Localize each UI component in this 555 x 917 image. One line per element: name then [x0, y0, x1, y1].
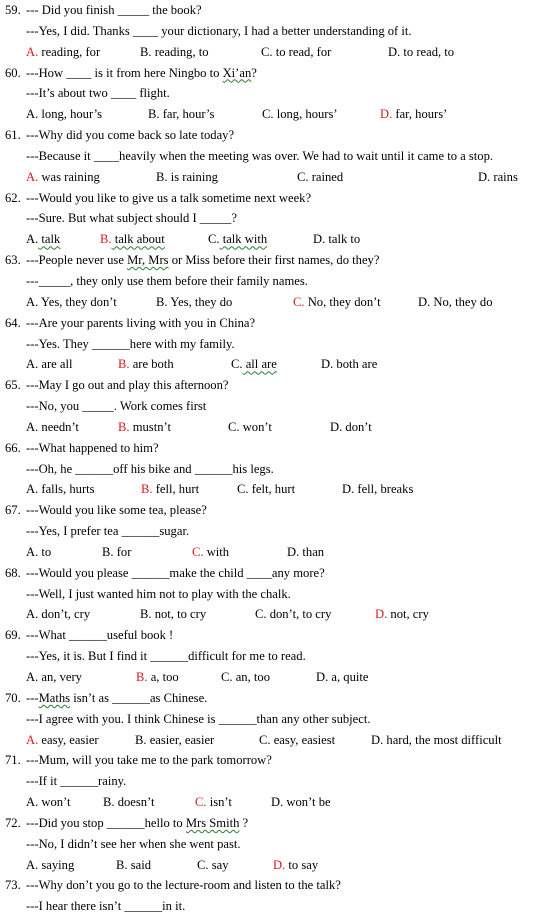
option-letter: B.: [100, 232, 112, 247]
option-text: don’t, cry: [38, 607, 91, 622]
option-text: all are: [242, 357, 277, 372]
option-text: fell, breaks: [354, 482, 414, 497]
option-text: long, hours’: [273, 107, 338, 122]
option-letter: A.: [26, 419, 39, 434]
option-letter: D.: [478, 169, 491, 184]
option-b: [156, 167, 218, 188]
question-text: --- Did you finish _____ the book?: [26, 3, 202, 17]
options-line: [5, 604, 553, 625]
options-line: [5, 354, 553, 375]
question-number: 60.: [5, 65, 21, 80]
answer-prompt: ---Yes, it is. But I find it ______difficult for me to read.: [26, 649, 306, 664]
question-line: [5, 313, 553, 334]
option-d: [273, 855, 318, 876]
option-a: [26, 417, 79, 438]
answer-prompt: ---No, I didn’t see her when she went past.: [26, 836, 241, 851]
option-text: easy, easiest: [270, 732, 336, 747]
option-text: isn’t: [206, 795, 232, 810]
option-b: [118, 417, 171, 438]
answer-line: [5, 584, 553, 605]
options-line: [5, 855, 553, 876]
option-letter: A.: [26, 44, 39, 59]
question-number: 69.: [5, 628, 21, 643]
question-number: 62.: [5, 190, 21, 205]
question-text: ---Would you like some tea, please?: [26, 503, 207, 518]
option-text: long, hour’s: [38, 107, 103, 122]
option-letter: A.: [26, 732, 39, 747]
option-a: [26, 667, 82, 688]
option-a: [26, 855, 74, 876]
option-letter: C.: [259, 732, 271, 747]
option-d: [371, 730, 502, 751]
option-text: talk about: [111, 232, 165, 247]
answer-line: [5, 334, 553, 355]
option-a: [26, 167, 100, 188]
option-d: [313, 229, 360, 250]
option-text: not, cry: [387, 607, 429, 622]
question-number: 72.: [5, 815, 21, 830]
option-letter: B.: [141, 482, 153, 497]
answer-prompt: ---I hear there isn’t ______in it.: [26, 899, 186, 914]
option-letter: C.: [192, 544, 204, 559]
option-b: [135, 730, 214, 751]
option-text: both are: [333, 357, 378, 372]
question-text: ---What ______useful book !: [26, 628, 174, 643]
option-c: [192, 542, 229, 563]
option-letter: A.: [26, 107, 39, 122]
option-letter: C.: [262, 107, 274, 122]
option-a: [26, 730, 99, 751]
question-number: 65.: [5, 378, 21, 393]
option-text: Yes, they don’t: [38, 294, 117, 309]
answer-prompt: ---Well, I just wanted him not to play with the chalk.: [26, 586, 291, 601]
options-line: [5, 42, 553, 63]
option-text: rains: [490, 169, 518, 184]
option-letter: B.: [118, 419, 130, 434]
option-d: [287, 542, 324, 563]
option-letter: C.: [195, 795, 207, 810]
option-letter: B.: [156, 294, 168, 309]
question-number: 61.: [5, 128, 21, 143]
option-a: [26, 42, 100, 63]
option-letter: B.: [135, 732, 147, 747]
answer-prompt: ---If it ______rainy.: [26, 774, 127, 789]
answer-line: [5, 396, 553, 417]
option-text: a, too: [147, 670, 179, 684]
option-letter: D.: [418, 294, 431, 309]
option-text: to: [38, 544, 52, 559]
option-d: [316, 667, 368, 688]
question-text: ---What happened to him?: [26, 440, 159, 455]
option-letter: A.: [26, 795, 39, 810]
option-letter: A.: [26, 357, 39, 372]
question-line: [5, 688, 553, 709]
options-line: [5, 229, 553, 250]
answer-line: [5, 146, 553, 167]
options-line: [5, 542, 553, 563]
option-letter: A.: [26, 607, 39, 622]
option-d: [388, 42, 454, 63]
option-letter: D.: [316, 670, 329, 684]
answer-prompt: ---Yes. They ______here with my family.: [26, 336, 235, 351]
question-line: [5, 625, 553, 646]
option-text: reading, to: [151, 44, 209, 59]
option-c: [228, 417, 272, 438]
option-letter: B.: [136, 670, 148, 684]
options-line: [5, 104, 553, 125]
question-number: 70.: [5, 690, 21, 705]
option-text: a, quite: [328, 670, 369, 684]
answer-line: [5, 646, 553, 667]
question-line: [5, 875, 553, 896]
option-text: far, hour’s: [159, 107, 215, 122]
option-d: [321, 354, 377, 375]
answer-prompt: ---_____, they only use them before their family names.: [26, 273, 308, 288]
option-text: are both: [129, 357, 174, 372]
option-letter: D.: [287, 544, 300, 559]
option-d: [478, 167, 518, 188]
option-c: [293, 292, 381, 313]
option-letter: C.: [237, 482, 249, 497]
option-letter: D.: [388, 44, 401, 59]
option-letter: A.: [26, 482, 39, 497]
question-line: [5, 438, 553, 459]
option-d: [380, 104, 447, 125]
question-line: [5, 188, 553, 209]
answer-prompt: ---I agree with you. I think Chinese is ______than any other subject.: [26, 711, 371, 726]
answer-prompt: ---No, you _____. Work comes first: [26, 399, 207, 414]
option-a: [26, 479, 95, 500]
question-line: [5, 0, 553, 21]
question-text: ---Why don’t you go to the lecture-room and listen to the talk?: [26, 878, 341, 893]
option-letter: C.: [261, 44, 273, 59]
option-b: [118, 354, 174, 375]
question-number: 71.: [5, 753, 21, 768]
option-text: easier, easier: [146, 732, 215, 747]
option-c: [297, 167, 343, 188]
option-b: [136, 667, 179, 688]
option-b: [116, 855, 151, 876]
option-c: [231, 354, 277, 375]
option-text: mustn’t: [129, 419, 171, 434]
option-text: with: [203, 544, 230, 559]
option-letter: A.: [26, 294, 39, 309]
option-letter: C.: [221, 670, 233, 684]
option-b: [103, 792, 155, 813]
option-letter: C.: [228, 419, 240, 434]
question-number: 63.: [5, 253, 21, 268]
option-text: talk with: [219, 232, 268, 247]
option-text: to read, for: [272, 44, 332, 59]
option-text: don’t, to cry: [266, 607, 332, 622]
question-line: [5, 63, 553, 84]
question-text: ---Are your parents living with you in China?: [26, 315, 256, 330]
option-a: [26, 792, 71, 813]
question-line: [5, 750, 553, 771]
option-letter: A.: [26, 670, 39, 684]
option-text: are all: [38, 357, 73, 372]
option-c: [255, 604, 331, 625]
question-text: ---Would you like to give us a talk sometime next week?: [26, 190, 312, 205]
options-line: [5, 167, 553, 188]
option-letter: D.: [371, 732, 384, 747]
option-a: [26, 104, 102, 125]
option-text: an, very: [38, 670, 82, 684]
option-text: No, they don’t: [304, 294, 381, 309]
option-letter: B.: [156, 169, 168, 184]
question-text: ---Maths isn’t as ______as Chinese.: [26, 690, 208, 705]
option-text: talk to: [325, 232, 361, 247]
option-text: than: [299, 544, 325, 559]
question-line: [5, 500, 553, 521]
option-c: [259, 730, 335, 751]
option-letter: D.: [321, 357, 334, 372]
option-text: was raining: [38, 169, 100, 184]
answer-line: [5, 271, 553, 292]
answer-line: [5, 208, 553, 229]
option-c: [197, 855, 229, 876]
answer-prompt: ---Oh, he ______off his bike and ______his legs.: [26, 461, 274, 476]
option-letter: C.: [231, 357, 243, 372]
answer-line: [5, 521, 553, 542]
option-text: needn’t: [38, 419, 79, 434]
option-b: [100, 229, 165, 250]
quiz-document: [5, 0, 553, 917]
option-text: say: [208, 857, 229, 872]
option-text: easy, easier: [38, 732, 99, 747]
options-line: [5, 479, 553, 500]
question-line: [5, 563, 553, 584]
question-line: [5, 375, 553, 396]
option-letter: D.: [271, 795, 284, 810]
answer-prompt: ---It’s about two ____ flight.: [26, 86, 170, 101]
option-text: hard, the most difficult: [383, 732, 502, 747]
option-letter: C.: [197, 857, 209, 872]
option-letter: D.: [342, 482, 355, 497]
answer-line: [5, 709, 553, 730]
option-text: talk: [38, 232, 61, 247]
option-d: [330, 417, 372, 438]
option-letter: B.: [148, 107, 160, 122]
option-text: No, they do: [430, 294, 493, 309]
option-text: won’t: [239, 419, 272, 434]
option-letter: C.: [293, 294, 305, 309]
option-c: [221, 667, 270, 688]
question-text: ---Mum, will you take me to the park tomorrow?: [26, 753, 272, 768]
answer-prompt: ---Yes, I did. Thanks ____ your dictionary, I had a better understanding of it.: [26, 23, 412, 38]
option-text: said: [127, 857, 151, 872]
question-line: [5, 250, 553, 271]
option-text: to say: [285, 857, 319, 872]
answer-line: [5, 83, 553, 104]
answer-line: [5, 896, 553, 917]
option-letter: B.: [103, 795, 115, 810]
option-d: [418, 292, 493, 313]
option-letter: A.: [26, 169, 39, 184]
option-letter: C.: [297, 169, 309, 184]
answer-line: [5, 21, 553, 42]
question-number: 59.: [5, 3, 21, 17]
option-text: Yes, they do: [167, 294, 233, 309]
question-text: ---People never use Mr, Mrs or Miss before their first names, do they?: [26, 253, 380, 268]
question-number: 68.: [5, 565, 21, 580]
option-text: fell, hurt: [152, 482, 200, 497]
question-text: ---How ____ is it from here Ningbo to Xi’an?: [26, 65, 257, 80]
option-letter: A.: [26, 857, 39, 872]
option-a: [26, 229, 60, 250]
answer-line: [5, 771, 553, 792]
answer-line: [5, 834, 553, 855]
question-number: 73.: [5, 878, 21, 893]
question-line: [5, 125, 553, 146]
answer-prompt: ---Sure. But what subject should I _____?: [26, 211, 237, 226]
option-letter: A.: [26, 544, 39, 559]
option-b: [156, 292, 232, 313]
option-letter: C.: [255, 607, 267, 622]
answer-prompt: ---Yes, I prefer tea ______sugar.: [26, 524, 190, 539]
option-text: rained: [308, 169, 344, 184]
option-c: [208, 229, 267, 250]
option-d: [342, 479, 413, 500]
option-text: falls, hurts: [38, 482, 95, 497]
option-a: [26, 542, 51, 563]
question-number: 64.: [5, 315, 21, 330]
options-line: [5, 417, 553, 438]
option-text: an, too: [232, 670, 270, 684]
option-letter: B.: [118, 357, 130, 372]
option-text: felt, hurt: [248, 482, 296, 497]
question-text: ---Did you stop ______hello to Mrs Smith ?: [26, 815, 249, 830]
option-text: won’t: [38, 795, 71, 810]
option-b: [140, 604, 206, 625]
option-a: [26, 292, 117, 313]
option-letter: D.: [313, 232, 326, 247]
option-d: [375, 604, 429, 625]
option-letter: D.: [380, 107, 393, 122]
option-text: to read, to: [400, 44, 455, 59]
answer-line: [5, 459, 553, 480]
option-letter: B.: [140, 44, 152, 59]
options-line: [5, 667, 553, 688]
option-letter: B.: [116, 857, 128, 872]
question-text: ---Would you please ______make the child ____any more?: [26, 565, 325, 580]
options-line: [5, 730, 553, 751]
option-b: [148, 104, 214, 125]
question-number: 67.: [5, 503, 21, 518]
option-letter: A.: [26, 232, 39, 247]
question-number: 66.: [5, 440, 21, 455]
option-text: reading, for: [38, 44, 101, 59]
options-line: [5, 792, 553, 813]
question-text: ---Why did you come back so late today?: [26, 128, 235, 143]
option-a: [26, 604, 90, 625]
option-text: not, to cry: [151, 607, 207, 622]
option-letter: D.: [375, 607, 388, 622]
option-text: far, hours’: [392, 107, 448, 122]
option-text: for: [113, 544, 132, 559]
option-c: [237, 479, 295, 500]
option-d: [271, 792, 331, 813]
options-line: [5, 292, 553, 313]
option-b: [102, 542, 131, 563]
option-letter: D.: [273, 857, 286, 872]
option-text: doesn’t: [114, 795, 155, 810]
option-text: is raining: [167, 169, 218, 184]
option-letter: B.: [102, 544, 114, 559]
option-text: won’t be: [283, 795, 331, 810]
option-text: saying: [38, 857, 75, 872]
answer-prompt: ---Because it ____heavily when the meeting was over. We had to wait until it came to a stop.: [26, 148, 494, 163]
question-line: [5, 813, 553, 834]
question-text: ---May I go out and play this afternoon?: [26, 378, 229, 393]
option-a: [26, 354, 73, 375]
option-text: don’t: [342, 419, 372, 434]
option-c: [195, 792, 232, 813]
option-letter: B.: [140, 607, 152, 622]
option-c: [261, 42, 331, 63]
option-c: [262, 104, 338, 125]
option-b: [141, 479, 199, 500]
option-b: [140, 42, 209, 63]
option-letter: D.: [330, 419, 343, 434]
option-letter: C.: [208, 232, 220, 247]
